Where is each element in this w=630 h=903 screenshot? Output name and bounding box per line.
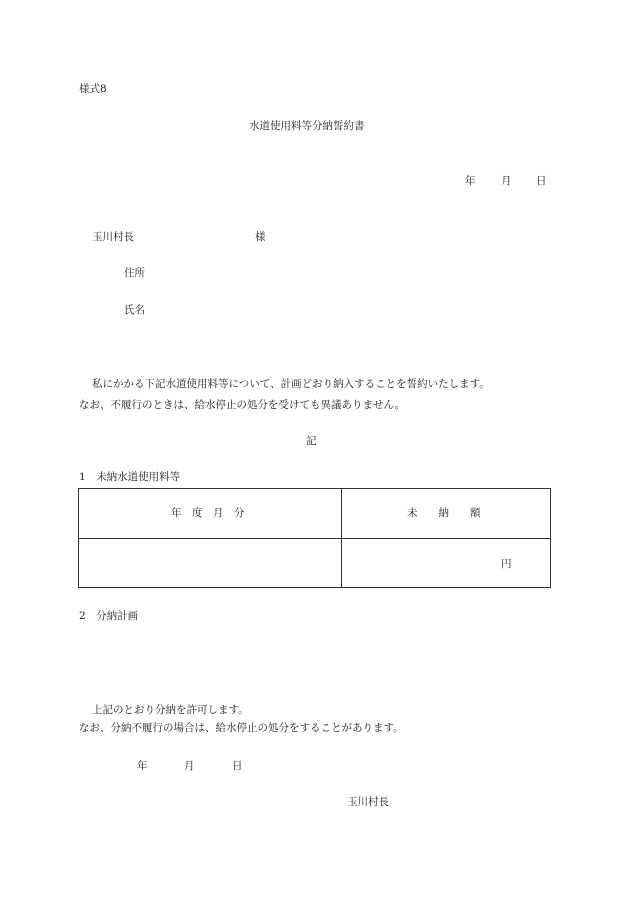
approval-line-1: 上記のとおり分納を許可します。 (92, 704, 249, 716)
address-label: 住所 (124, 267, 145, 279)
approval-line-2: なお、分納不履行の場合は、給水停止の処分をすることがあります。 (79, 722, 404, 734)
name-label: 氏名 (124, 304, 145, 316)
unpaid-fees-table (78, 488, 551, 588)
addressee-honorific: 様 (255, 231, 266, 243)
section-1-heading: 1 未納水道使用料等 (79, 471, 181, 483)
date-day: 日 (536, 175, 547, 187)
section-2-heading: 2 分納計画 (79, 610, 139, 622)
approval-date-day: 日 (232, 760, 243, 772)
date-year: 年 (465, 175, 476, 187)
approval-signer: 玉川村長 (347, 796, 389, 808)
addressee-name: 玉川村長 (92, 231, 134, 243)
pledge-line-2: なお、不履行のときは、給水停止の処分を受けても異議ありません。 (79, 399, 406, 411)
document-title: 水道使用料等分納誓約書 (249, 120, 365, 132)
ki-heading: 記 (306, 435, 317, 447)
table-row-divider (79, 538, 550, 539)
table-header-amount: 未 納 額 (407, 507, 481, 519)
pledge-line-1: 私にかかる下記水道使用料等について、計画どおり納入することを誓約いたします。 (92, 378, 490, 390)
table-cell-unit: 円 (501, 558, 512, 570)
form-label: 様式8 (79, 83, 107, 95)
table-header-period: 年 度 月 分 (171, 507, 245, 519)
approval-date-month: 月 (184, 760, 195, 772)
approval-date-year: 年 (137, 760, 148, 772)
date-month: 月 (501, 175, 512, 187)
